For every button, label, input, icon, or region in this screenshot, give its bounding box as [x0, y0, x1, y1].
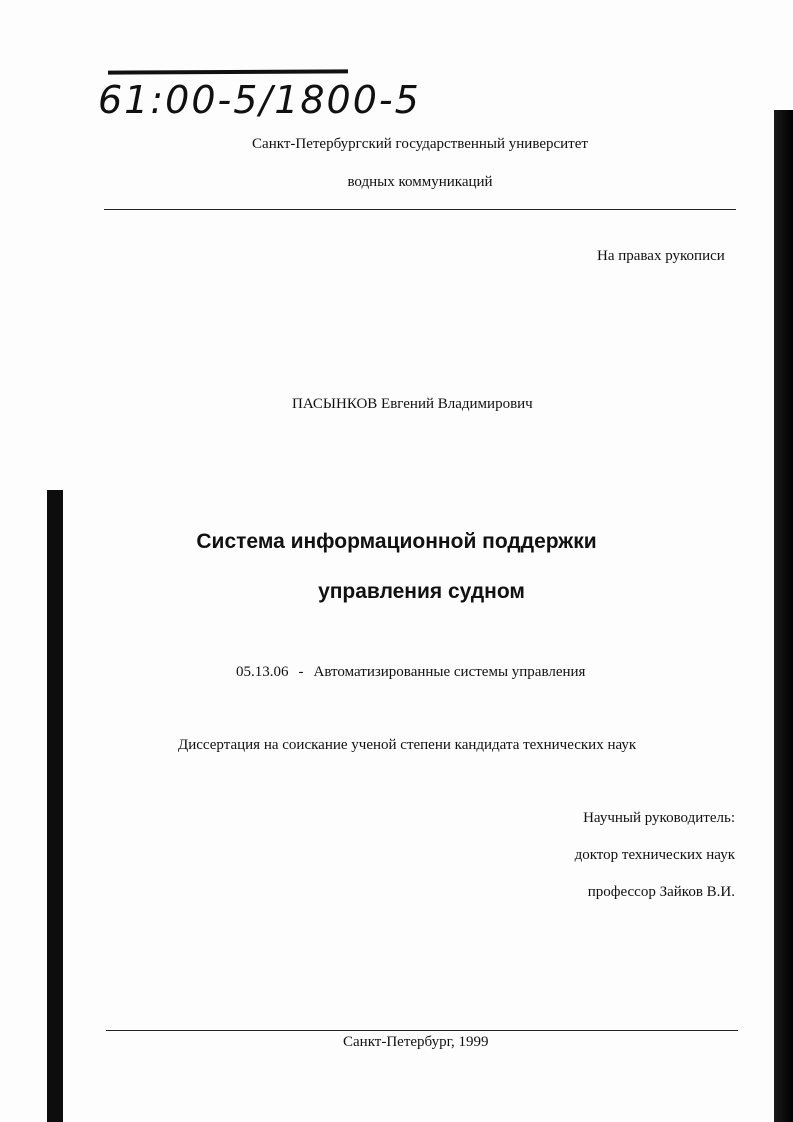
degree-statement: Диссертация на соискание ученой степени кандидата технических наук	[178, 737, 637, 753]
manuscript-note: На правах рукописи	[597, 248, 725, 264]
specialty-code: 05.13.06	[236, 664, 289, 680]
handwritten-stroke	[108, 69, 348, 74]
specialty-dash: -	[298, 664, 304, 680]
supervisor-name: профессор Зайков В.И.	[587, 884, 735, 900]
university-line2: водных коммуникаций	[347, 174, 493, 190]
specialty-name: Автоматизированные системы управления	[313, 664, 586, 680]
footer-city-year: Санкт-Петербург, 1999	[343, 1034, 489, 1050]
archive-number: 61:00-5/1800-5	[98, 78, 421, 122]
author-name: ПАСЫНКОВ Евгений Владимирович	[292, 396, 533, 412]
header-divider	[104, 209, 736, 210]
scan-edge-right	[774, 110, 793, 1122]
supervisor-degree: доктор технических наук	[574, 847, 735, 863]
supervisor-label: Научный руководитель:	[583, 810, 735, 826]
specialty-line	[236, 664, 585, 681]
university-line1: Санкт-Петербургский государственный университет	[252, 136, 588, 152]
dissertation-title-line1: Система информационной поддержки	[196, 530, 597, 553]
footer-divider	[106, 1030, 738, 1031]
dissertation-title-line2: управления судном	[318, 580, 525, 603]
